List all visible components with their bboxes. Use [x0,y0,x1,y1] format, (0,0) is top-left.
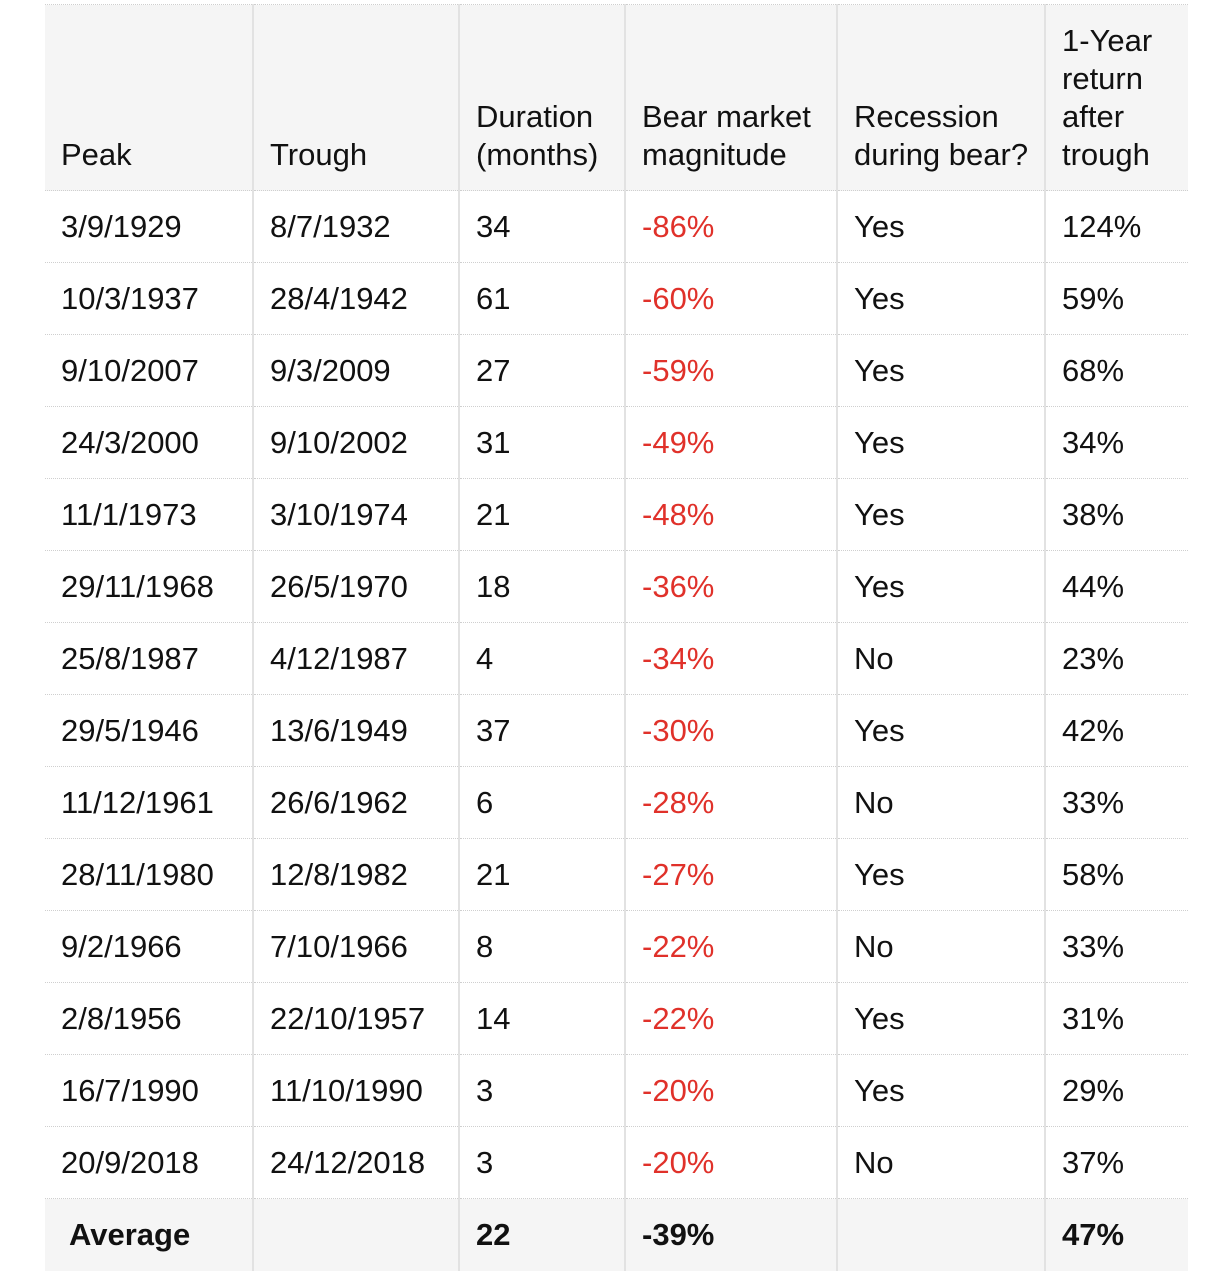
average-row [45,1199,1188,1271]
table-row [45,695,1188,767]
cell-duration: 6 [459,767,625,839]
cell-trough: 3/10/1974 [253,479,459,551]
cell-peak: 29/11/1968 [45,551,253,623]
cell-recession: No [837,767,1045,839]
cell-recession: Yes [837,695,1045,767]
table-row [45,767,1188,839]
cell-trough: 24/12/2018 [253,1127,459,1199]
cell-duration: 3 [459,1127,625,1199]
cell-trough: 7/10/1966 [253,911,459,983]
cell-magnitude: -20% [625,1055,837,1127]
cell-return: 42% [1045,695,1188,767]
cell-duration: 34 [459,191,625,263]
cell-recession: Yes [837,407,1045,479]
cell-trough: 28/4/1942 [253,263,459,335]
cell-recession: Yes [837,839,1045,911]
cell-recession: Yes [837,983,1045,1055]
cell-peak: 28/11/1980 [45,839,253,911]
cell-duration: 31 [459,407,625,479]
cell-magnitude: -34% [625,623,837,695]
cell-peak: 9/10/2007 [45,335,253,407]
cell-recession: Yes [837,263,1045,335]
cell-peak: 10/3/1937 [45,263,253,335]
cell-peak: 29/5/1946 [45,695,253,767]
cell-return: 33% [1045,911,1188,983]
cell-magnitude: -20% [625,1127,837,1199]
cell-return: 23% [1045,623,1188,695]
cell-duration: 21 [459,839,625,911]
cell-magnitude: -49% [625,407,837,479]
cell-recession: No [837,623,1045,695]
cell-peak: 11/1/1973 [45,479,253,551]
cell-peak: 11/12/1961 [45,767,253,839]
cell-magnitude: -28% [625,767,837,839]
cell-magnitude: -59% [625,335,837,407]
cell-magnitude: -22% [625,911,837,983]
cell-trough: 4/12/1987 [253,623,459,695]
cell-recession: No [837,1127,1045,1199]
cell-return: 37% [1045,1127,1188,1199]
header-duration: Duration (months) [459,5,625,191]
cell-return: 29% [1045,1055,1188,1127]
cell-duration: 37 [459,695,625,767]
cell-duration: 8 [459,911,625,983]
cell-recession: Yes [837,479,1045,551]
cell-return: 44% [1045,551,1188,623]
cell-duration: 14 [459,983,625,1055]
table-row [45,839,1188,911]
cell-return: 31% [1045,983,1188,1055]
cell-peak: 2/8/1956 [45,983,253,1055]
cell-return: 33% [1045,767,1188,839]
cell-return: 58% [1045,839,1188,911]
cell-trough: 9/10/2002 [253,407,459,479]
cell-magnitude: -27% [625,839,837,911]
cell-trough: 13/6/1949 [253,695,459,767]
cell-peak: 24/3/2000 [45,407,253,479]
table-row [45,191,1188,263]
cell-recession: Yes [837,191,1045,263]
cell-trough: 11/10/1990 [253,1055,459,1127]
average-magnitude: -39% [625,1199,837,1271]
average-return: 47% [1045,1199,1188,1271]
cell-duration: 4 [459,623,625,695]
table-row [45,983,1188,1055]
cell-magnitude: -22% [625,983,837,1055]
cell-peak: 9/2/1966 [45,911,253,983]
cell-magnitude: -36% [625,551,837,623]
cell-peak: 20/9/2018 [45,1127,253,1199]
cell-magnitude: -86% [625,191,837,263]
header-row [45,5,1188,191]
cell-magnitude: -60% [625,263,837,335]
cell-peak: 25/8/1987 [45,623,253,695]
cell-duration: 21 [459,479,625,551]
cell-duration: 3 [459,1055,625,1127]
cell-peak: 3/9/1929 [45,191,253,263]
cell-duration: 18 [459,551,625,623]
table-row [45,1055,1188,1127]
cell-duration: 61 [459,263,625,335]
cell-trough: 26/5/1970 [253,551,459,623]
cell-trough: 12/8/1982 [253,839,459,911]
average-recession [837,1199,1045,1271]
header-peak: Peak [45,5,253,191]
cell-trough: 26/6/1962 [253,767,459,839]
cell-trough: 8/7/1932 [253,191,459,263]
average-label: Average [45,1199,253,1271]
table-footer [45,1199,1188,1271]
average-trough [253,1199,459,1271]
table-row [45,479,1188,551]
table-header [45,5,1188,191]
table-row [45,1127,1188,1199]
header-recession: Recession during bear? [837,5,1045,191]
cell-peak: 16/7/1990 [45,1055,253,1127]
table-row [45,263,1188,335]
cell-duration: 27 [459,335,625,407]
table-row [45,407,1188,479]
cell-return: 38% [1045,479,1188,551]
cell-trough: 9/3/2009 [253,335,459,407]
cell-recession: Yes [837,551,1045,623]
table-row [45,623,1188,695]
cell-return: 124% [1045,191,1188,263]
cell-return: 34% [1045,407,1188,479]
table-row [45,911,1188,983]
cell-return: 59% [1045,263,1188,335]
average-duration: 22 [459,1199,625,1271]
cell-trough: 22/10/1957 [253,983,459,1055]
cell-return: 68% [1045,335,1188,407]
header-magnitude: Bear market magnitude [625,5,837,191]
cell-magnitude: -30% [625,695,837,767]
bear-market-table [45,4,1188,1271]
cell-recession: No [837,911,1045,983]
cell-magnitude: -48% [625,479,837,551]
header-return: 1-Year return after trough [1045,5,1188,191]
table-body [45,191,1188,1199]
table-row [45,335,1188,407]
table-row [45,551,1188,623]
header-trough: Trough [253,5,459,191]
cell-recession: Yes [837,335,1045,407]
cell-recession: Yes [837,1055,1045,1127]
